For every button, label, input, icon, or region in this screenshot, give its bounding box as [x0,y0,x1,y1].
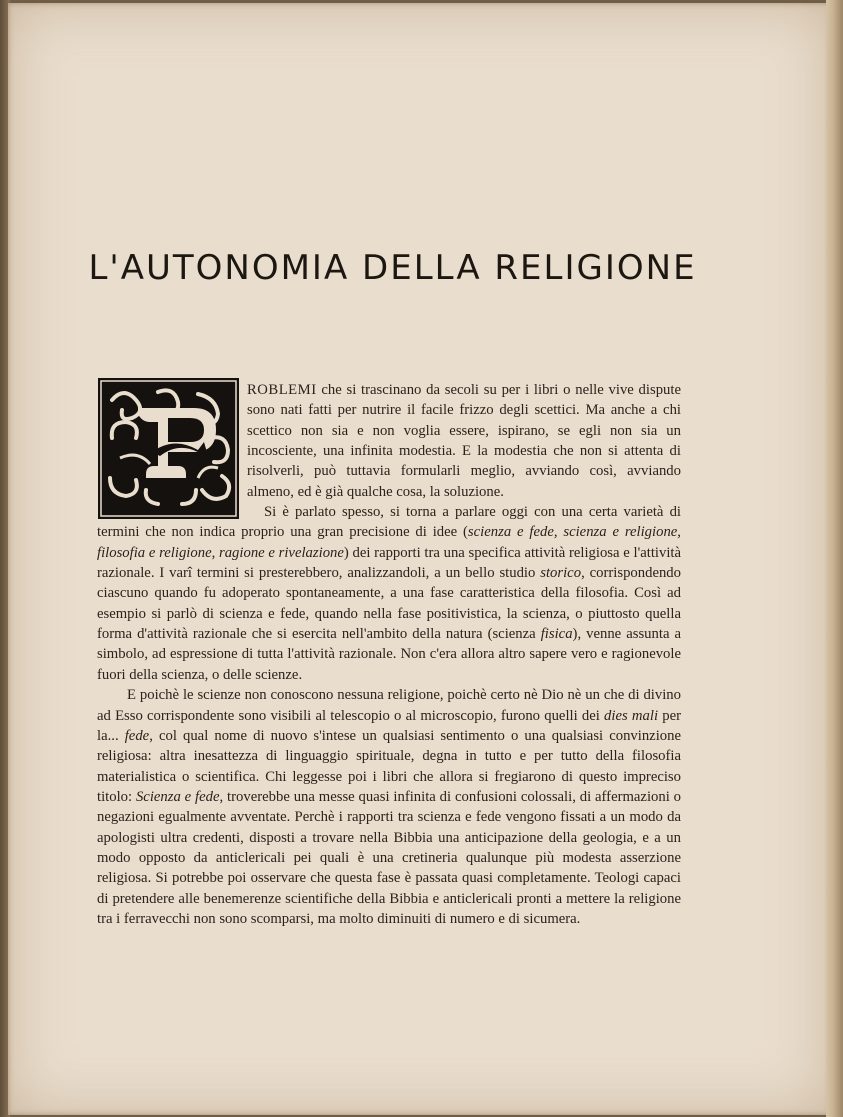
paragraph-1 [247,380,681,502]
paragraph-3-text-4: , troverebbe una messe quasi infinita di confusioni colossali, di affermazioni o negazioni egualmente avventate. Perchè i rapporti tra scienza e fede vengono fissati a un modo da apologisti ultra credenti, disposti a trovare nella Bibbia una anticipazione della geologia, e a un modo opposto da anticlericali pei quali è una cretineria qualunque più modesta asserzione religiosa. Si potrebbe poi osservare che questa fase è passata quasi completamente. Teologi capaci di pretendere alle benemerenze scientifiche della Bibbia e anticlericali pronti a mettere la religione tra i ferravecchi non sono scomparsi, ma molto diminuiti di numero e di sicumera. [97,788,681,927]
paragraph-3-italic-3: Scienza e fede [135,788,220,805]
article-body [97,380,681,929]
paragraph-3-text-1: E poichè le scienze non conoscono nessuna religione, poichè certo nè Dio nè un che di divino ad Esso corrispondente sono visibili al telescopio o al microscopio, furono quelli dei [97,687,681,724]
paragraph-2-text-2: ) dei rapporti tra una specifica attività religiosa e l'attività razionale. I varî termini si presterebbero, analizzandoli, a un bello studio [97,544,681,582]
paragraph-2-italic-2: storico [540,565,582,582]
paragraph-2 [97,502,681,685]
paragraph-1-text: che si trascinano da secoli su per i libri o nelle vive dispute sono nati fatti per nutrire il facile frizzo degli scettici. Ma anche a chi scettico non sia e non voglia essere, ispirano, se egli non sia un incosciente, una infinita modestia. E la modestia che non si attenta di risolverli, può tuttavia formularli meglio, avviando così, avviando almeno, ed è già qualche cosa, la soluzione. [247,382,681,500]
paragraph-2-italic-1: scienza e fede, scienza e religione, filosofia e religione, ragione e rivelazione [97,524,681,561]
paragraph-3-text-3: , col qual nome di nuovo s'intese un qualsiasi sentimento o una qualsiasi convinzione religiosa: altra inesattezza di linguaggio spirituale, degna in tutto e per tutto della filosofia materialistica o scientifica. Chi leggesse poi i libri che allora si fregiarono di questo impreciso titolo: [97,727,681,805]
first-word-rest: ROBLEMI [247,382,317,398]
paragraph-3-italic-1: dies mali [604,707,659,724]
page-stack-edge [826,0,843,1117]
paragraph-3-text-2: per la... [97,707,681,744]
paragraph-2-text-4: ), venne assunta a simbolo, ad espressione di tutta l'attività razionale. Non c'era allora altro sapere vero e ragionevole fuori della scienza, o delle scienze. [97,626,682,683]
paragraph-3-italic-2: fede [124,727,150,744]
paragraph-2-italic-3: fisica [540,626,573,643]
paragraph-2-text-3: , corrispondendo ciascuno quando fu adoperato spontaneamente, a una fase caratteristica della filosofia. Così ad esempio si parlò di scienza e fede, quando nella fase positivistica, la scienza, o piuttosto quella forma d'attività razionale che si esercita nell'ambito della natura (scienza [97,565,681,643]
page-title: L'AUTONOMIA DELLA RELIGIONE [88,248,697,288]
paragraph-3 [97,685,681,929]
paragraph-2-text-1: Si è parlato spesso, si torna a parlare oggi con una certa varietà di termini che non indica proprio una gran precisione di idee ( [97,504,681,541]
